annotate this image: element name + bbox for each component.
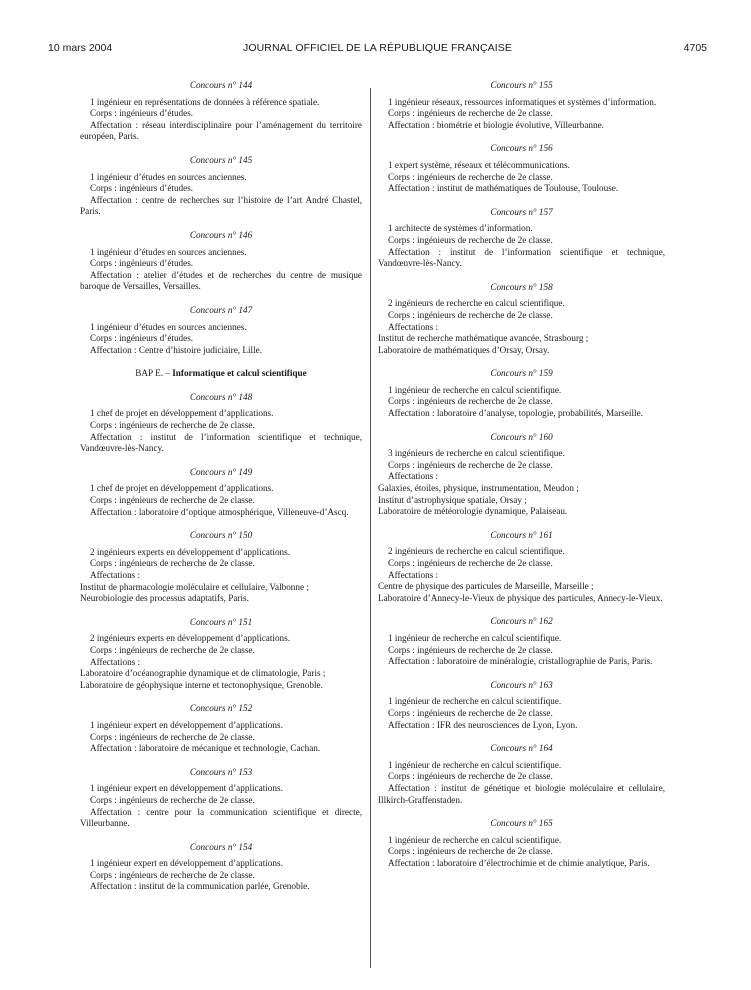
concours-line: 1 ingénieur d’études en sources anciennes.: [90, 246, 247, 257]
concours-line: 1 ingénieur de recherche en calcul scientifique.: [388, 696, 562, 707]
concours-line: Corps : ingénieurs de recherche de 2e classe.: [388, 558, 553, 568]
concours-line: Institut de pharmacologie moléculaire et cellulaire, Valbonne ;: [80, 581, 309, 592]
concours-block: [378, 80, 665, 131]
concours-line: 1 chef de projet en développement d’applications.: [90, 408, 274, 419]
concours-line: 1 ingénieur de recherche en calcul scientifique.: [388, 384, 562, 395]
concours-line: Affectation : laboratoire d’analyse, topologie, probabilités, Marseille.: [388, 408, 643, 419]
concours-line: Affectation : institut de mathématiques de Toulouse, Toulouse.: [388, 183, 619, 194]
concours-block: [80, 530, 362, 605]
right-column: [378, 80, 665, 881]
concours-line: Affectation : institut de la communication parlée, Grenoble.: [90, 881, 310, 892]
concours-block: [80, 305, 362, 356]
concours-line: Corps : ingénieurs de recherche de 2e classe.: [388, 234, 553, 245]
right-blocks: [378, 80, 665, 869]
concours-line: 2 ingénieurs experts en développement d’applications.: [90, 633, 291, 644]
concours-line: Corps : ingénieurs de recherche de 2e classe.: [90, 558, 255, 569]
left-column: [80, 80, 362, 905]
concours-line: Affectation : biométrie et biologie évolutive, Villeurbanne.: [388, 119, 604, 130]
concours-block: [80, 80, 362, 143]
concours-title: Concours n° 157: [490, 206, 553, 217]
concours-block: [378, 818, 665, 869]
concours-line: Corps : ingénieurs de recherche de 2e classe.: [388, 171, 553, 182]
concours-line: Centre de physique des particules de Marseille, Marseille ;: [378, 581, 594, 592]
concours-line: Corps : ingénieurs d’études.: [90, 333, 194, 344]
concours-line: Laboratoire d’océanographie dynamique et de climatologie, Paris ;: [80, 668, 326, 679]
concours-line: 2 ingénieurs experts en développement d’applications.: [90, 546, 291, 557]
concours-block: [80, 155, 362, 218]
concours-title: Concours n° 150: [189, 530, 253, 541]
concours-line: 1 chef de projet en développement d’applications.: [90, 483, 274, 494]
concours-title: Concours n° 151: [189, 616, 253, 627]
concours-title: Concours n° 153: [189, 766, 253, 777]
concours-line: Corps : ingénieurs de recherche de 2e classe.: [90, 731, 255, 742]
concours-title: Concours n° 147: [189, 304, 253, 315]
concours-title: Concours n° 146: [189, 229, 253, 240]
concours-block: [378, 368, 665, 419]
concours-line: Affectations :: [388, 569, 439, 580]
concours-line: Affectation : laboratoire d’optique atmosphérique, Villeneuve-d’Ascq.: [90, 506, 349, 517]
concours-line: Affectation : IFR des neurosciences de Lyon, Lyon.: [388, 719, 578, 730]
issue-date: 10 mars 2004: [48, 42, 113, 54]
concours-title: Concours n° 162: [490, 616, 553, 627]
concours-line: Corps : ingénieurs de recherche de 2e classe.: [90, 420, 255, 431]
concours-block: [378, 743, 665, 806]
concours-line: Affectation : laboratoire de minéralogie, cristallographie de Paris, Paris.: [388, 656, 653, 667]
concours-line: Affectation : Centre d’histoire judiciaire, Lille.: [90, 344, 263, 355]
concours-line: Corps : ingénieurs de recherche de 2e classe.: [388, 396, 553, 407]
concours-block: [378, 530, 665, 605]
concours-line: Neurobiologie des processus adaptatifs, Paris.: [80, 593, 249, 604]
concours-line: Institut de recherche mathématique avancée, Strasbourg ;: [378, 333, 589, 344]
concours-block: [80, 467, 362, 518]
concours-block: [80, 392, 362, 455]
concours-line: Corps : ingénieurs de recherche de 2e classe.: [388, 309, 553, 320]
concours-line: 1 ingénieur réseaux, ressources informatiques et systèmes d’information.: [388, 96, 657, 107]
concours-title: Concours n° 164: [490, 743, 553, 754]
concours-block: [80, 767, 362, 830]
concours-line: Corps : ingénieurs d’études.: [90, 183, 194, 194]
column-divider: [370, 88, 371, 968]
concours-line: Affectation : laboratoire de mécanique et technologie, Cachan.: [90, 743, 321, 754]
concours-line: Affectation : laboratoire d’électrochimie et de chimie analytique, Paris.: [388, 857, 650, 868]
concours-block: [80, 703, 362, 754]
page-number: 4705: [683, 42, 707, 54]
concours-line: Affectations :: [388, 471, 439, 482]
concours-line: Corps : ingénieurs de recherche de 2e classe.: [388, 707, 553, 718]
concours-title: Concours n° 148: [189, 391, 253, 402]
concours-line: 1 architecte de systèmes d’information.: [388, 223, 533, 234]
concours-line: Laboratoire de mathématiques d’Orsay, Orsay.: [378, 344, 550, 355]
concours-title: Concours n° 149: [189, 466, 253, 477]
concours-title: Concours n° 152: [189, 703, 253, 714]
concours-block: [80, 617, 362, 692]
concours-title: Concours n° 161: [490, 529, 553, 540]
concours-line: Affectations :: [388, 321, 439, 332]
concours-block: [378, 616, 665, 667]
concours-line: 3 ingénieurs de recherche en calcul scientifique.: [388, 448, 565, 459]
concours-line: Corps : ingénieurs de recherche de 2e classe.: [388, 771, 553, 782]
concours-block: [378, 282, 665, 357]
concours-line: Affectation : institut de génétique et biologie moléculaire et cellulaire, Illkirch-Graffenstaden.: [378, 782, 665, 805]
concours-title: Concours n° 155: [490, 80, 553, 90]
concours-title: Concours n° 160: [490, 431, 553, 442]
concours-line: 1 ingénieur de recherche en calcul scientifique.: [388, 759, 562, 770]
concours-line: Affectation : institut de l’information scientifique et technique, Vandœuvre-lès-Nancy.: [80, 431, 362, 454]
concours-title: Concours n° 163: [490, 679, 553, 690]
concours-block: [80, 842, 362, 893]
concours-block: [378, 143, 665, 194]
concours-block: [80, 230, 362, 293]
concours-line: 1 ingénieur en représentations de données à référence spatiale.: [90, 96, 320, 107]
concours-block: [378, 432, 665, 518]
concours-title: Concours n° 165: [490, 818, 553, 829]
concours-line: Corps : ingénieurs de recherche de 2e classe.: [90, 495, 255, 506]
concours-line: 1 ingénieur expert en développement d’applications.: [90, 719, 283, 730]
concours-line: Corps : ingénieurs de recherche de 2e classe.: [90, 794, 255, 805]
concours-line: Affectation : centre de recherches sur l’histoire de l’art André Chastel, Paris.: [80, 194, 362, 217]
bap-prefix: BAP E. –: [135, 368, 173, 379]
concours-line: Affectations :: [90, 656, 141, 667]
concours-line: Affectation : institut de l’information scientifique et technique, Vandœuvre-lès-Nancy.: [378, 246, 665, 269]
concours-line: 1 expert système, réseaux et télécommunications.: [388, 159, 570, 170]
bap-heading: [80, 368, 362, 380]
concours-line: Corps : ingénieurs de recherche de 2e classe.: [388, 459, 553, 470]
journal-title: JOURNAL OFFICIEL DE LA RÉPUBLIQUE FRANÇAISE: [243, 42, 512, 54]
concours-line: 1 ingénieur de recherche en calcul scientifique.: [388, 632, 562, 643]
concours-block: [378, 680, 665, 731]
concours-block: [378, 207, 665, 270]
concours-line: 2 ingénieurs de recherche en calcul scientifique.: [388, 546, 565, 557]
left-blocks-after-bap: [80, 392, 362, 893]
concours-line: Corps : ingénieurs d’études.: [90, 258, 194, 269]
concours-line: 1 ingénieur expert en développement d’applications.: [90, 783, 283, 794]
concours-line: Corps : ingénieurs d’études.: [90, 108, 194, 119]
concours-line: 2 ingénieurs de recherche en calcul scientifique.: [388, 298, 565, 309]
concours-title: Concours n° 156: [490, 143, 553, 154]
page-header: [48, 42, 707, 56]
concours-title: Concours n° 158: [490, 281, 553, 292]
concours-title: Concours n° 145: [189, 154, 253, 165]
concours-line: Corps : ingénieurs de recherche de 2e classe.: [90, 644, 255, 655]
concours-line: 1 ingénieur expert en développement d’applications.: [90, 858, 283, 869]
concours-line: Corps : ingénieurs de recherche de 2e classe.: [388, 846, 553, 857]
bap-title: Informatique et calcul scientifique: [172, 368, 307, 379]
concours-line: 1 ingénieur d’études en sources anciennes.: [90, 321, 247, 332]
concours-line: Corps : ingénieurs de recherche de 2e classe.: [388, 644, 553, 655]
concours-line: Corps : ingénieurs de recherche de 2e classe.: [388, 108, 553, 119]
concours-line: Affectation : réseau interdisciplinaire pour l’aménagement du territoire européen, Paris.: [80, 119, 362, 142]
concours-line: Affectation : atelier d’études et de recherches du centre de musique baroque de Versailles, Versailles.: [80, 269, 362, 292]
concours-line: Affectation : centre pour la communication scientifique et directe, Villeurbanne.: [80, 806, 362, 829]
concours-line: Laboratoire d’Annecy-le-Vieux de physique des particules, Annecy-le-Vieux.: [378, 592, 663, 603]
concours-title: Concours n° 144: [189, 80, 253, 90]
concours-line: Galaxies, étoiles, physique, instrumentation, Meudon ;: [378, 483, 579, 494]
concours-line: 1 ingénieur d’études en sources anciennes.: [90, 171, 247, 182]
concours-line: Corps : ingénieurs de recherche de 2e classe.: [90, 869, 255, 880]
concours-line: 1 ingénieur de recherche en calcul scientifique.: [388, 834, 562, 845]
concours-line: Laboratoire de météorologie dynamique, Palaiseau.: [378, 506, 568, 517]
concours-title: Concours n° 154: [189, 841, 253, 852]
concours-line: Affectations :: [90, 570, 141, 580]
left-blocks-before-bap: [80, 80, 362, 356]
concours-line: Laboratoire de géophysique interne et tectonophysique, Grenoble.: [80, 679, 323, 690]
concours-title: Concours n° 159: [490, 368, 553, 379]
concours-line: Institut d’astrophysique spatiale, Orsay ;: [378, 494, 527, 505]
